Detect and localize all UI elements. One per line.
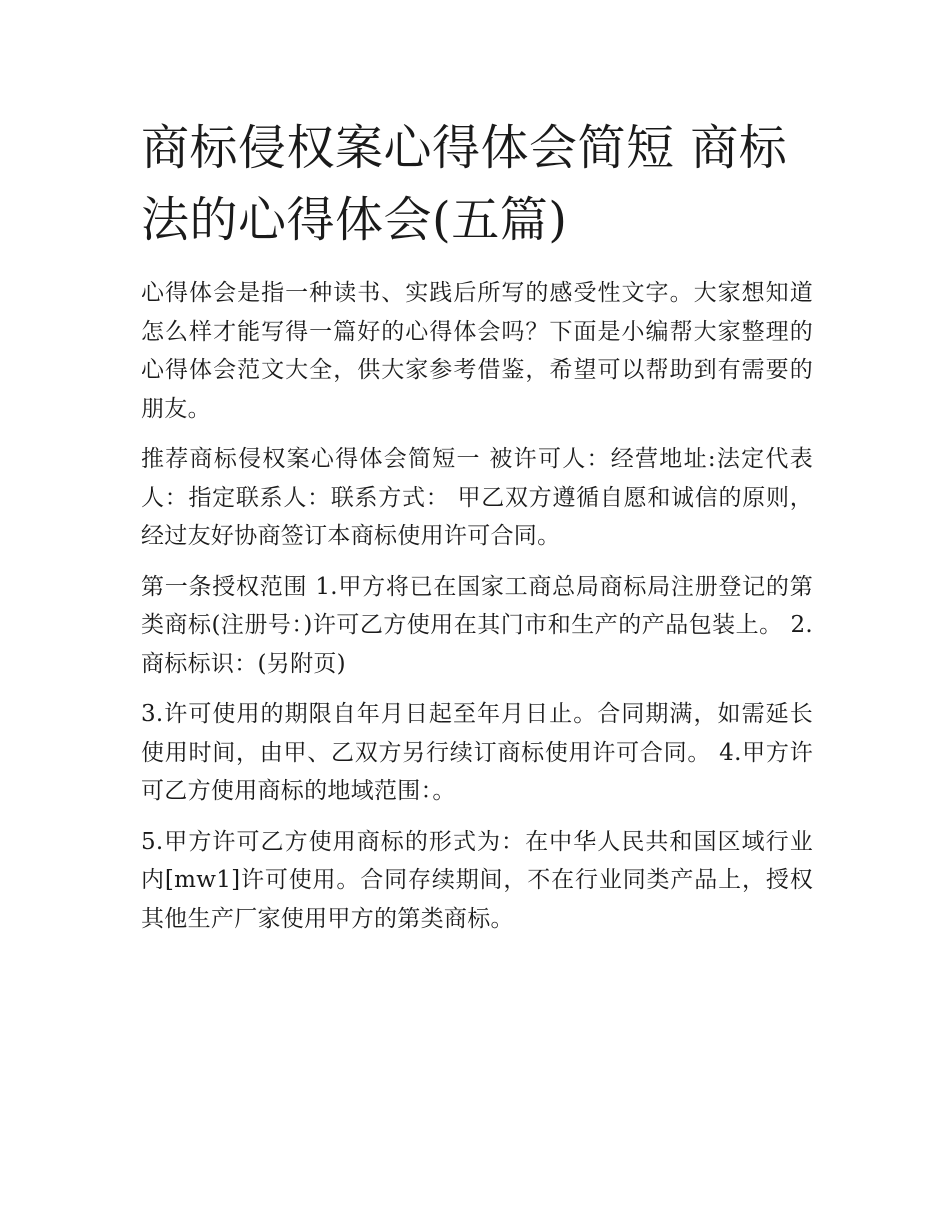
paragraph-article-1: 第一条授权范围 1.甲方将已在国家工商总局商标局注册登记的第类商标(注册号：)许可乙方使用在其门市和生产的产品包装上。 2.商标标识：(另附页) [141,573,813,677]
paragraph-licensee: 推荐商标侵权案心得体会简短一 被许可人：经营地址:法定代表人：指定联系人：联系方式： 甲乙双方遵循自愿和诚信的原则，经过友好协商签订本商标使用许可合同。 [141,446,813,549]
paragraph-usage-form: 5.甲方许可乙方使用商标的形式为：在中华人民共和国区域行业内[mw1]许可使用。合同存续期间，不在行业同类产品上，授权其他生产厂家使用甲方的第类商标。 [141,828,813,932]
document-page [141,112,813,950]
paragraph-term: 3.许可使用的期限自年月日起至年月日止。合同期满，如需延长使用时间，由甲、乙双方另行续订商标使用许可合同。 4.甲方许可乙方使用商标的地域范围：。 [141,701,813,804]
paragraph-intro: 心得体会是指一种读书、实践后所写的感受性文字。大家想知道怎么样才能写得一篇好的心得体会吗？下面是小编帮大家整理的心得体会范文大全，供大家参考借鉴，希望可以帮助到有需要的朋友。 [141,280,813,422]
document-title: 商标侵权案心得体会简短 商标法的心得体会(五篇) [141,120,788,248]
